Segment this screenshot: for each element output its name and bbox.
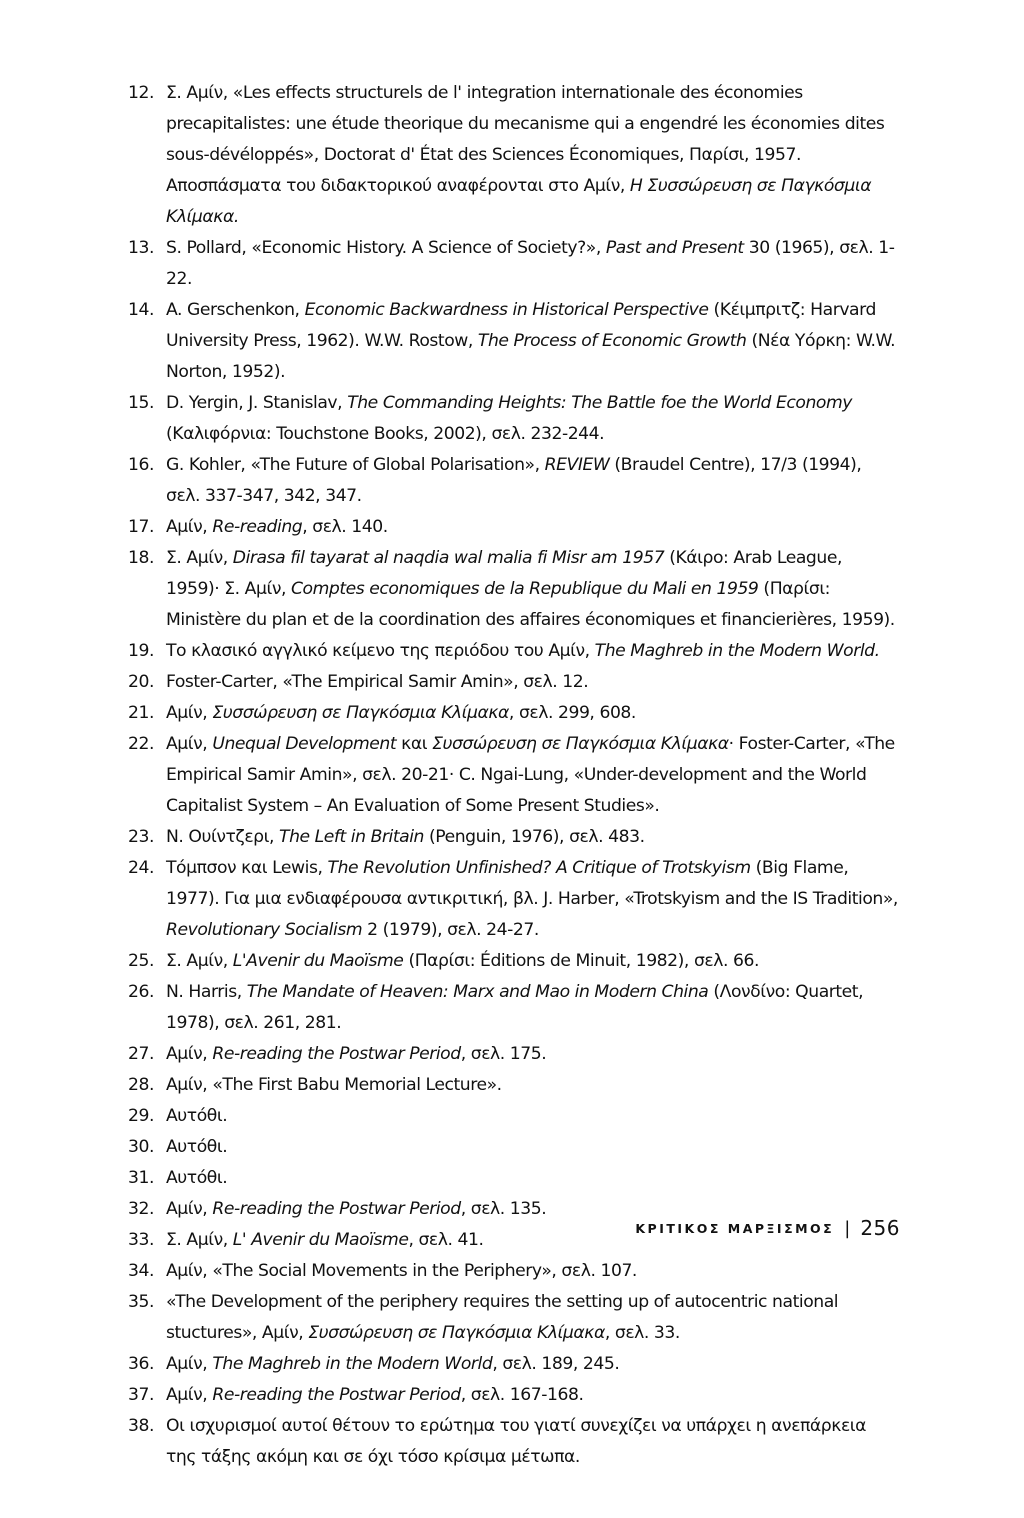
text-run: Σ. Αμίν, [166, 548, 233, 568]
footnote-number: 38. [128, 1416, 154, 1436]
text-run: Οι ισχυρισμοί αυτοί θέτουν το ερώτημα του γιατί συνεχίζει να υπάρχει η ανεπάρκεια της τάξης ακόμη και σε όχι τόσο κρίσιμα μέτωπα. [166, 1416, 867, 1467]
italic-title: The Maghreb in the Modern World [212, 1354, 493, 1374]
italic-title: Comptes economiques de la Republique du Mali en 1959 [291, 579, 759, 599]
text-run: , σελ. 41. [408, 1230, 484, 1250]
footnote-text [166, 78, 898, 233]
footnote-text [166, 1287, 898, 1349]
italic-title: The Mandate of Heaven: Marx and Mao in Modern China [246, 982, 709, 1002]
italic-title: The Maghreb in the Modern World. [594, 641, 880, 661]
text-run: 2 (1979), σελ. 24-27. [362, 920, 539, 940]
footnote [128, 729, 898, 822]
text-run: G. Kohler, «The Future of Global Polarisation», [166, 455, 545, 475]
italic-title: The Left in Britain [279, 827, 425, 847]
footer-separator: | [844, 1217, 851, 1239]
footnote-text [166, 512, 898, 543]
footnote-text [166, 946, 898, 977]
text-run: , σελ. 33. [604, 1323, 680, 1343]
text-run: και [396, 734, 433, 754]
text-run: Αμίν, [166, 1354, 213, 1374]
italic-title: L'Avenir du Maoïsme [232, 951, 404, 971]
text-run: (Big Flame, 1977). Για μια ενδιαφέρουσα αντικριτική, βλ. J. Harber, «Trotskyism and the IS Tradition», [166, 858, 898, 909]
footnote [128, 1256, 898, 1287]
footnote-number: 23. [128, 827, 154, 847]
text-run: (Καλιφόρνια: Touchstone Books, 2002), σελ. 232-244. [166, 424, 605, 444]
footnote [128, 1163, 898, 1194]
italic-title: The Process of Economic Growth [477, 331, 747, 351]
footnote-text [166, 450, 898, 512]
footnote [128, 698, 898, 729]
footnote-number: 25. [128, 951, 154, 971]
italic-title: Η Συσσώρευση σε Παγκόσμια Κλίμακα. [166, 176, 872, 227]
footnote [128, 1287, 898, 1349]
footnote-number: 29. [128, 1106, 154, 1126]
footnote-number: 36. [128, 1354, 154, 1374]
footnote-number: 31. [128, 1168, 154, 1188]
footnote-number: 12. [128, 83, 154, 103]
footnote-number: 16. [128, 455, 154, 475]
footnote-number: 30. [128, 1137, 154, 1157]
text-run: (Λονδίνο: Quartet, 1978), σελ. 261, 281. [166, 982, 864, 1033]
text-run: S. Pollard, «Economic History. A Science of Society?», [166, 238, 606, 258]
footnote-number: 22. [128, 734, 154, 754]
text-run: (Κέιμπριτζ: Harvard University Press, 1962). W.W. Rostow, [166, 300, 876, 351]
footnote [128, 543, 898, 636]
text-run: , σελ. 140. [302, 517, 388, 537]
footnote [128, 822, 898, 853]
running-title: ΚΡΙΤΙΚΟΣ ΜΑΡΞΙΣΜΟΣ [635, 1220, 835, 1236]
italic-title: Re-reading the Postwar Period [212, 1044, 461, 1064]
italic-title: Συσσώρευση σε Παγκόσμια Κλίμακα [432, 734, 729, 754]
text-run: Foster-Carter, «The Empirical Samir Amin», σελ. 12. [166, 672, 589, 692]
text-run: (Penguin, 1976), σελ. 483. [424, 827, 645, 847]
text-run: (Braudel Centre), 17/3 (1994), σελ. 337-347, 342, 347. [166, 455, 862, 506]
footnote-text [166, 729, 898, 822]
text-run: Σ. Αμίν, [166, 951, 233, 971]
footnote [128, 667, 898, 698]
footnote-text [166, 233, 898, 295]
footnote-number: 28. [128, 1075, 154, 1095]
italic-title: REVIEW [544, 455, 610, 475]
italic-title: Dirasa fil tayarat al naqdia wal malia fi Misr am 1957 [232, 548, 665, 568]
text-run: Αυτόθι. [166, 1106, 228, 1126]
footnote-text [166, 1070, 898, 1101]
text-run: «The Development of the periphery requires the setting up of autocentric national stuctures», Αμίν, [166, 1292, 839, 1343]
footnote-number: 32. [128, 1199, 154, 1219]
footnote-number: 17. [128, 517, 154, 537]
page-footer [620, 1216, 900, 1240]
italic-title: Re-reading the Postwar Period [212, 1385, 461, 1405]
text-run: Το κλασικό αγγλικό κείμενο της περιόδου του Αμίν, [166, 641, 595, 661]
footnote-number: 26. [128, 982, 154, 1002]
footnote-text [166, 1380, 898, 1411]
footnote-text [166, 977, 898, 1039]
footnote-text [166, 822, 898, 853]
text-run: Αμίν, [166, 1044, 213, 1064]
footnote-number: 21. [128, 703, 154, 723]
text-run: Αμίν, [166, 517, 213, 537]
italic-title: Revolutionary Socialism [166, 920, 363, 940]
footnote-text [166, 1101, 898, 1132]
footnote-text [166, 698, 898, 729]
text-run: Αυτόθι. [166, 1137, 228, 1157]
text-run: D. Yergin, J. Stanislav, [166, 393, 348, 413]
text-run: Αμίν, «The First Babu Memorial Lecture». [166, 1075, 502, 1095]
text-run: Αμίν, «The Social Movements in the Periphery», σελ. 107. [166, 1261, 637, 1281]
text-run: 30 (1965), σελ. 1-22. [166, 238, 895, 289]
footnote-number: 34. [128, 1261, 154, 1281]
italic-title: Συσσώρευση σε Παγκόσμια Κλίμακα [212, 703, 509, 723]
footnote [128, 450, 898, 512]
footnote [128, 295, 898, 388]
text-run: , σελ. 299, 608. [508, 703, 636, 723]
italic-title: L' Avenir du Maoïsme [232, 1230, 409, 1250]
footnote [128, 512, 898, 543]
italic-title: Συσσώρευση σε Παγκόσμια Κλίμακα [308, 1323, 605, 1343]
text-run: Σ. Αμίν, [166, 1230, 233, 1250]
footnote-text [166, 1132, 898, 1163]
italic-title: Re-reading [212, 517, 303, 537]
footnote-number: 37. [128, 1385, 154, 1405]
footnote-number: 33. [128, 1230, 154, 1250]
text-run: Αμίν, [166, 703, 213, 723]
text-run: Αμίν, [166, 1385, 213, 1405]
text-run: , σελ. 175. [460, 1044, 547, 1064]
footnote-text [166, 853, 898, 946]
footnote-number: 20. [128, 672, 154, 692]
footnote [128, 1070, 898, 1101]
footnote [128, 636, 898, 667]
text-run: , σελ. 135. [460, 1199, 547, 1219]
footnote [128, 1380, 898, 1411]
footnote-text [166, 667, 898, 698]
footnote-text [166, 543, 898, 636]
footnote [128, 233, 898, 295]
footnote [128, 78, 898, 233]
footnote-number: 24. [128, 858, 154, 878]
footnote [128, 1039, 898, 1070]
footnote-text [166, 1039, 898, 1070]
footnote-text [166, 1411, 898, 1473]
footnote [128, 1101, 898, 1132]
footnote-text [166, 295, 898, 388]
footnotes-list [128, 78, 898, 1473]
footnote [128, 946, 898, 977]
footnote-text [166, 388, 898, 450]
footnote [128, 1411, 898, 1473]
text-run: (Νέα Υόρκη: W.W. Norton, 1952). [166, 331, 896, 382]
italic-title: The Commanding Heights: The Battle foe the World Economy [347, 393, 853, 413]
text-run: Τόμπσον και Lewis, [166, 858, 328, 878]
text-run: Αμίν, [166, 734, 213, 754]
italic-title: Economic Backwardness in Historical Perspective [304, 300, 709, 320]
italic-title: Past and Present [605, 238, 744, 258]
footnote-number: 27. [128, 1044, 154, 1064]
footnote [128, 853, 898, 946]
footnote-text [166, 1256, 898, 1287]
footnote [128, 388, 898, 450]
footnote-text [166, 1163, 898, 1194]
footnote [128, 1132, 898, 1163]
text-run: Σ. Αμίν, «Les effects structurels de l' integration internationale des économies precapitalistes: une étude theorique du mecanisme qui a engendré les économies dites sous-dévéloppés», Doctorat d' État des Sciences Économiques, Παρίσι, 1957. Αποσπάσματα του διδακτορικού αναφέρονται στο Αμίν, [166, 83, 885, 196]
footnote-text [166, 636, 898, 667]
page-number: 256 [860, 1216, 900, 1240]
text-run: Αμίν, [166, 1199, 213, 1219]
footnote-number: 18. [128, 548, 154, 568]
text-run: (Παρίσι: Éditions de Minuit, 1982), σελ. 66. [403, 951, 759, 971]
italic-title: The Revolution Unfinished? A Critique of Trotskyism [327, 858, 751, 878]
footnote-number: 35. [128, 1292, 154, 1312]
text-run: (Παρίσι: Ministère du plan et de la coordination des affaires économiques et financierières, 1959). [166, 579, 895, 630]
text-run: · Foster-Carter, «The Empirical Samir Amin», σελ. 20-21· C. Ngai-Lung, «Under-development and the World Capitalist System – An Evaluation of Some Present Studies». [166, 734, 895, 816]
footnote [128, 977, 898, 1039]
footnote-number: 13. [128, 238, 154, 258]
text-run: Αυτόθι. [166, 1168, 228, 1188]
footnote-number: 15. [128, 393, 154, 413]
footnote [128, 1349, 898, 1380]
text-run: A. Gerschenkon, [166, 300, 305, 320]
text-run: (Κάιρο: Arab League, 1959)· Σ. Αμίν, [166, 548, 842, 599]
footnote-text [166, 1349, 898, 1380]
footnote-number: 19. [128, 641, 154, 661]
text-run: , σελ. 189, 245. [492, 1354, 620, 1374]
italic-title: Re-reading the Postwar Period [212, 1199, 461, 1219]
footnote-number: 14. [128, 300, 154, 320]
text-run: N. Harris, [166, 982, 247, 1002]
text-run: , σελ. 167-168. [460, 1385, 584, 1405]
italic-title: Unequal Development [212, 734, 397, 754]
text-run: Ν. Ουίντζερι, [166, 827, 280, 847]
